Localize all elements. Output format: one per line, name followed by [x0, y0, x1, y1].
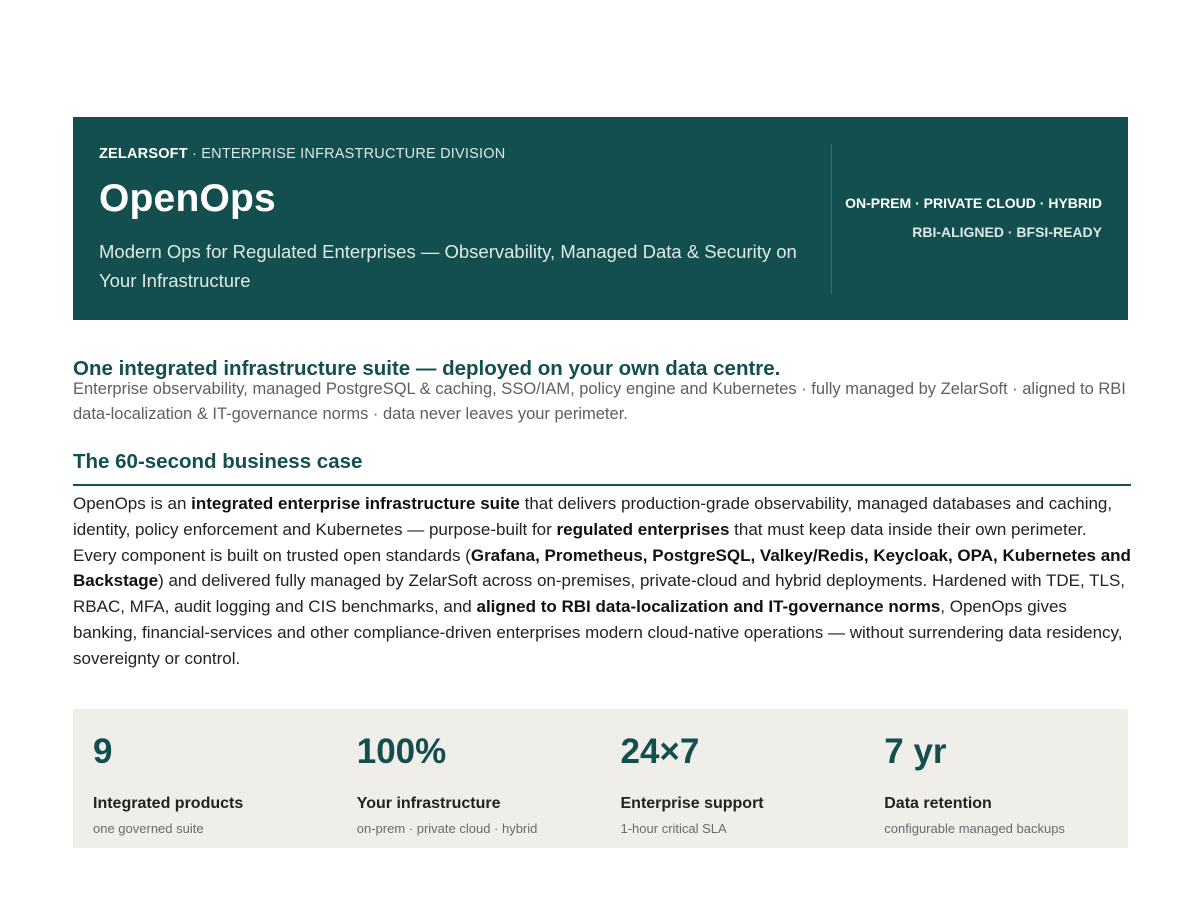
stat-card [864, 709, 1128, 848]
stat-card [73, 709, 337, 848]
stat-value: 24×7 [620, 732, 700, 771]
body-text: that delivers production-grade observability, managed databases and caching, identity, policy enforcement and Kubernetes — purpose-built for [73, 494, 1113, 539]
stat-label: Enterprise support [620, 795, 764, 812]
stat-label: Your infrastructure [356, 795, 501, 812]
brand-name: ZELARSOFT [99, 146, 188, 162]
stat-value: 100% [356, 732, 447, 771]
stat-value: 7 yr [884, 732, 947, 771]
stat-caption: configurable managed backups [884, 821, 1065, 836]
section-divider [73, 484, 1131, 486]
body-text: , OpenOps gives banking, financial-services and other compliance-driven enterprises modern cloud-native operations — without surrendering data residency, sovereignty or control. [73, 597, 1123, 668]
stat-card [601, 709, 865, 848]
hero-badges [845, 195, 1102, 240]
body-text: ) and delivered fully managed by ZelarSoft across on-premises, private-cloud and hybrid deployments. Hardened with TDE, TLS, RBAC, MFA, audit logging and CIS benchmarks, and [73, 571, 1126, 617]
compliance-badge: RBI-ALIGNED · BFSI-READY [912, 224, 1102, 240]
body-emphasis: aligned to RBI data-localization and IT-governance norms [476, 597, 941, 617]
deployment-badge: ON-PREM · PRIVATE CLOUD · HYBRID [845, 195, 1102, 211]
intro-headline: One integrated infrastructure suite — deployed on your own data centre. [73, 357, 781, 380]
intro-lede: Enterprise observability, managed PostgreSQL & caching, SSO/IAM, policy engine and Kubernetes · fully managed by ZelarSoft · aligned to RBI data-localization & IT-governance norms · data never leaves your perimeter. [73, 380, 1126, 423]
stat-label: Integrated products [93, 795, 244, 812]
hero-divider [831, 144, 832, 294]
body-emphasis: Grafana, Prometheus, PostgreSQL, Valkey/Redis, Keycloak, OPA, Kubernetes and Backstage [73, 545, 1131, 591]
business-case-title: The 60-second business case [73, 450, 363, 473]
stat-caption: on-prem · private cloud · hybrid [356, 821, 538, 836]
division-name: · ENTERPRISE INFRASTRUCTURE DIVISION [187, 146, 506, 162]
product-title: OpenOps [99, 177, 276, 220]
stat-value: 9 [93, 732, 113, 771]
body-text: that must keep data inside their own perimeter. Every component is built on trusted open standards ( [73, 519, 1087, 565]
stat-label: Data retention [884, 795, 992, 812]
stats-strip [73, 709, 1128, 848]
brand-line [99, 146, 505, 162]
body-text: OpenOps is an [73, 494, 192, 513]
hero-banner [73, 117, 1128, 320]
stat-caption: one governed suite [93, 821, 204, 836]
product-tagline: Modern Ops for Regulated Enterprises — Observability, Managed Data & Security on Your Infrastructure [99, 241, 797, 291]
stat-card [337, 709, 601, 848]
body-emphasis: integrated enterprise infrastructure suite [191, 494, 520, 513]
business-case-body [73, 491, 1133, 672]
body-emphasis: regulated enterprises [556, 519, 730, 539]
stat-caption: 1-hour critical SLA [620, 821, 727, 836]
